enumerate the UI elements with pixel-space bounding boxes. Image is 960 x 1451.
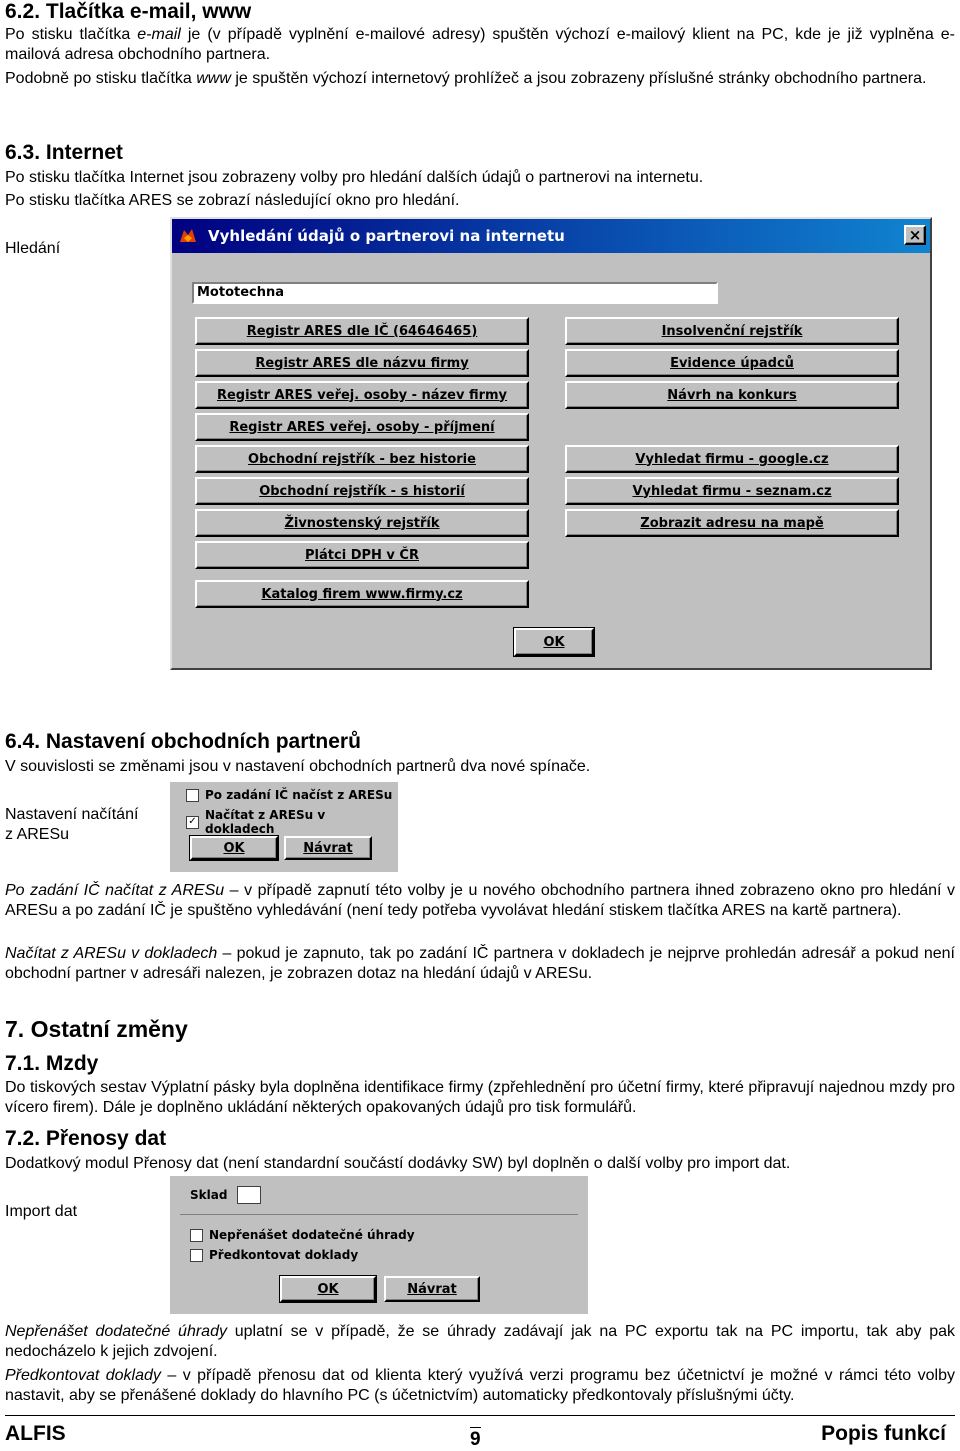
paragraph-transfers: Dodatkový modul Přenosy dat (není standardní součástí dodávky SW) byl doplněn o další volby pro import dat. xyxy=(5,1155,791,1172)
paragraph-email: Po stisku tlačítka e-mail je (v případě vyplnění e-mailové adresy) spuštěn výchozí e-mailový klient na PC, kde je již vyplněna e-mailová adresa obchodního partnera. xyxy=(5,26,955,63)
button-search-google[interactable]: Vyhledat firmu - google.cz xyxy=(565,445,899,473)
sklad-field-group: Sklad xyxy=(190,1186,261,1204)
ok-button[interactable]: OK xyxy=(280,1276,376,1302)
import-settings-panel xyxy=(170,1176,588,1314)
paragraph-wages: Do tiskových sestav Výplatní pásky byla doplněna identifikace firmy (zpřehlednění pro účetní firmy, které připravují najednou mzdy pro vícero firem). Dále je doplněno ukládání některých opakovaných údajů pro tisk formulářů. xyxy=(5,1079,955,1116)
button-insolvency-register[interactable]: Insolvenční rejstřík xyxy=(565,317,899,345)
search-input[interactable]: Mototechna xyxy=(192,282,718,304)
sklad-input[interactable] xyxy=(237,1186,261,1204)
heading-6-3: 6.3. Internet xyxy=(5,141,123,164)
check-icon[interactable]: ✓ xyxy=(186,816,199,829)
dialog-titlebar xyxy=(172,219,930,253)
paragraph-switches: V souvislosti se změnami jsou v nastavení obchodních partnerů dva nové spínače. xyxy=(5,758,591,775)
side-label-import: Import dat xyxy=(5,1203,78,1220)
button-bankruptcy-evidence[interactable]: Evidence úpadců xyxy=(565,349,899,377)
button-ares-public-firm[interactable]: Registr ARES veřej. osoby - název firmy xyxy=(195,381,529,409)
page-number: 9 xyxy=(470,1429,481,1450)
ares-settings-panel xyxy=(170,782,398,872)
close-icon[interactable]: × xyxy=(904,225,926,245)
side-label-hledani: Hledání xyxy=(5,240,61,257)
checkbox-box[interactable] xyxy=(190,1229,203,1242)
paragraph-prepost: Předkontovat doklady – v případě přenosu dat od klienta který využívá verzi programu bez účetnictví je možné v rámci této volby nastavit, aby se přenášené doklady do hlavního PC (s účetnictvím) automaticky předkontovaly příslušnými účty. xyxy=(5,1367,955,1404)
button-vat-payers[interactable]: Plátci DPH v ČR xyxy=(195,541,529,569)
button-commercial-register-history[interactable]: Obchodní rejstřík - s historií xyxy=(195,477,529,505)
checkbox-load-in-documents[interactable]: ✓ Načítat z ARESu v dokladech xyxy=(186,808,398,836)
button-show-map[interactable]: Zobrazit adresu na mapě xyxy=(565,509,899,537)
paragraph-internet: Po stisku tlačítka Internet jsou zobrazeny volby pro hledání dalších údajů o partnerovi na internetu. xyxy=(5,169,704,186)
side-label-ares-2: z ARESu xyxy=(5,826,70,843)
heading-6-2: 6.2. Tlačítka e-mail, www xyxy=(5,0,252,23)
footer-title: Popis funkcí xyxy=(821,1422,946,1445)
button-bankruptcy-proposal[interactable]: Návrh na konkurs xyxy=(565,381,899,409)
button-ares-name[interactable]: Registr ARES dle názvu firmy xyxy=(195,349,529,377)
ok-button[interactable]: OK xyxy=(514,628,594,656)
footer-rule xyxy=(5,1415,955,1416)
button-ares-public-surname[interactable]: Registr ARES veřej. osoby - příjmení xyxy=(195,413,529,441)
footer-brand: ALFIS xyxy=(5,1422,66,1445)
paragraph-load-on-ico: Po zadání IČ načítat z ARESu – v případě zapnutí této volby je u nového obchodního partnera ihned zobrazeno okno pro hledání v ARESu a po zadání IČ je spuštěno vyhledávání (není tedy potřeba vyvolávat hledání stiskem tlačítka ARES na kartě partnera). xyxy=(5,882,955,919)
back-button[interactable]: Návrat xyxy=(284,836,372,860)
paragraph-load-in-documents: Načítat z ARESu v dokladech – pokud je zapnuto, tak po zadání IČ partnera v dokladech je nejprve prohledán adresář a pokud není obchodní partner v adresáři nalezen, je zobrazen dotaz na hledání údajů v ARESu. xyxy=(5,945,956,982)
checkbox-load-on-ico[interactable]: Po zadání IČ načíst z ARESu xyxy=(186,788,392,802)
app-icon xyxy=(178,226,198,246)
checkbox-box[interactable] xyxy=(190,1249,203,1262)
button-firm-catalog[interactable]: Katalog firem www.firmy.cz xyxy=(195,580,529,608)
heading-6-4: 6.4. Nastavení obchodních partnerů xyxy=(5,730,361,753)
paragraph-www: Podobně po stisku tlačítka www je spuštěn výchozí internetový prohlížeč a jsou zobrazeny příslušné stránky obchodního partnera. xyxy=(5,70,927,87)
dialog-title: Vyhledání údajů o partnerovi na internetu xyxy=(208,227,565,245)
button-search-seznam[interactable]: Vyhledat firmu - seznam.cz xyxy=(565,477,899,505)
button-commercial-register[interactable]: Obchodní rejstřík - bez historie xyxy=(195,445,529,473)
checkbox-no-extra-payments[interactable]: Nepřenášet dodatečné úhrady xyxy=(190,1228,415,1242)
paragraph-no-extra-payments: Nepřenášet dodatečné úhrady uplatní se v případě, že se úhrady zadávají jak na PC exportu tak na PC importu, tak aby pak nedocházelo k jejich zdvojení. xyxy=(5,1323,955,1360)
side-label-ares-1: Nastavení načítání xyxy=(5,806,139,823)
paragraph-ares: Po stisku tlačítka ARES se zobrazí následující okno pro hledání. xyxy=(5,192,460,209)
search-dialog xyxy=(170,217,932,670)
heading-7: 7. Ostatní změny xyxy=(5,1016,188,1042)
heading-7-2: 7.2. Přenosy dat xyxy=(5,1127,167,1150)
divider xyxy=(180,1214,578,1215)
heading-7-1: 7.1. Mzdy xyxy=(5,1052,99,1075)
button-trade-register[interactable]: Živnostenský rejstřík xyxy=(195,509,529,537)
button-ares-ico[interactable]: Registr ARES dle IČ (64646465) xyxy=(195,317,529,345)
checkbox-prepost-documents[interactable]: Předkontovat doklady xyxy=(190,1248,358,1262)
ok-button[interactable]: OK xyxy=(190,836,278,860)
checkbox-box[interactable] xyxy=(186,789,199,802)
back-button[interactable]: Návrat xyxy=(384,1276,480,1302)
